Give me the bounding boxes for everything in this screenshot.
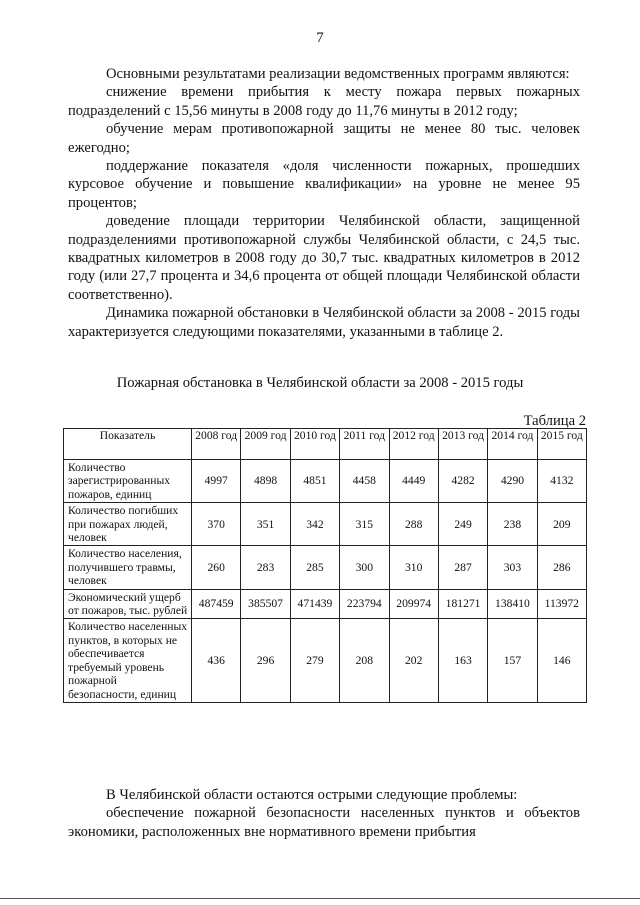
outro-text bbox=[68, 786, 580, 841]
table-row bbox=[64, 589, 587, 619]
value-cell: 310 bbox=[389, 546, 438, 589]
value-cell: 286 bbox=[537, 546, 586, 589]
value-cell: 285 bbox=[290, 546, 339, 589]
value-cell: 138410 bbox=[488, 589, 537, 619]
value-cell: 288 bbox=[389, 503, 438, 546]
value-cell: 287 bbox=[438, 546, 487, 589]
value-cell: 303 bbox=[488, 546, 537, 589]
fire-statistics-table bbox=[63, 428, 587, 703]
value-cell: 146 bbox=[537, 619, 586, 702]
indicator-cell: Количество населения, получившего травмы, человек bbox=[64, 546, 192, 589]
value-cell: 223794 bbox=[340, 589, 389, 619]
table-caption: Пожарная обстановка в Челябинской области за 2008 - 2015 годы bbox=[116, 375, 524, 391]
value-cell: 4997 bbox=[192, 460, 241, 503]
column-header: 2013 год bbox=[438, 429, 487, 460]
value-cell: 315 bbox=[340, 503, 389, 546]
page-number: 7 bbox=[316, 30, 324, 46]
value-cell: 249 bbox=[438, 503, 487, 546]
table-row bbox=[64, 503, 587, 546]
value-cell: 279 bbox=[290, 619, 339, 702]
value-cell: 342 bbox=[290, 503, 339, 546]
indicator-cell: Экономический ущерб от пожаров, тыс. рублей bbox=[64, 589, 192, 619]
intro-text bbox=[68, 65, 580, 341]
value-cell: 260 bbox=[192, 546, 241, 589]
value-cell: 300 bbox=[340, 546, 389, 589]
value-cell: 209 bbox=[537, 503, 586, 546]
paragraph: поддержание показателя «доля численности пожарных, прошедших курсовое обучение и повышение квалификации» на уровне не менее 95 процентов; bbox=[68, 158, 580, 211]
table-row bbox=[64, 619, 587, 702]
value-cell: 202 bbox=[389, 619, 438, 702]
paragraph: Динамика пожарной обстановки в Челябинской области за 2008 - 2015 годы характеризуется следующими показателями, указанными в таблице 2. bbox=[68, 305, 580, 340]
value-cell: 113972 bbox=[537, 589, 586, 619]
paragraph: обучение мерам противопожарной защиты не менее 80 тыс. человек ежегодно; bbox=[68, 121, 580, 156]
paragraph: обеспечение пожарной безопасности населенных пунктов и объектов экономики, расположенных вне нормативного времени прибытия bbox=[68, 805, 580, 840]
value-cell: 385507 bbox=[241, 589, 290, 619]
value-cell: 4132 bbox=[537, 460, 586, 503]
column-header: 2008 год bbox=[192, 429, 241, 460]
paragraph: В Челябинской области остаются острыми следующие проблемы: bbox=[106, 787, 518, 803]
value-cell: 208 bbox=[340, 619, 389, 702]
column-header: 2015 год bbox=[537, 429, 586, 460]
column-header: 2011 год bbox=[340, 429, 389, 460]
column-header: 2012 год bbox=[389, 429, 438, 460]
paragraph: Основными результатами реализации ведомственных программ являются: bbox=[106, 66, 570, 82]
table-row bbox=[64, 460, 587, 503]
value-cell: 283 bbox=[241, 546, 290, 589]
value-cell: 436 bbox=[192, 619, 241, 702]
indicator-cell: Количество населенных пунктов, в которых не обеспечивается требуемый уровень пожарной безопасности, единиц bbox=[64, 619, 192, 702]
value-cell: 4282 bbox=[438, 460, 487, 503]
value-cell: 4458 bbox=[340, 460, 389, 503]
value-cell: 296 bbox=[241, 619, 290, 702]
column-header: Показатель bbox=[64, 429, 192, 460]
page-bottom-rule bbox=[0, 898, 640, 899]
value-cell: 471439 bbox=[290, 589, 339, 619]
table-header-row bbox=[64, 429, 587, 460]
value-cell: 4290 bbox=[488, 460, 537, 503]
table-row bbox=[64, 546, 587, 589]
paragraph: снижение времени прибытия к месту пожара первых пожарных подразделений с 15,56 минуты в 2008 году до 11,76 минуты в 2012 году; bbox=[68, 84, 580, 119]
indicator-cell: Количество зарегистрированных пожаров, единиц bbox=[64, 460, 192, 503]
table-label: Таблица 2 bbox=[523, 413, 586, 429]
value-cell: 209974 bbox=[389, 589, 438, 619]
column-header: 2014 год bbox=[488, 429, 537, 460]
column-header: 2009 год bbox=[241, 429, 290, 460]
value-cell: 487459 bbox=[192, 589, 241, 619]
value-cell: 370 bbox=[192, 503, 241, 546]
value-cell: 351 bbox=[241, 503, 290, 546]
value-cell: 157 bbox=[488, 619, 537, 702]
column-header: 2010 год bbox=[290, 429, 339, 460]
value-cell: 181271 bbox=[438, 589, 487, 619]
value-cell: 238 bbox=[488, 503, 537, 546]
value-cell: 4851 bbox=[290, 460, 339, 503]
value-cell: 4898 bbox=[241, 460, 290, 503]
paragraph: доведение площади территории Челябинской области, защищенной подразделениями противопожарной службы Челябинской области, с 24,5 тыс. квадратных километров в 2008 году до 30,7 тыс. квадратных километров в 2012 году (или 27,7 процента и 34,6 процента от общей площади Челябинской области соответственно). bbox=[68, 213, 580, 303]
indicator-cell: Количество погибших при пожарах людей, человек bbox=[64, 503, 192, 546]
value-cell: 163 bbox=[438, 619, 487, 702]
value-cell: 4449 bbox=[389, 460, 438, 503]
